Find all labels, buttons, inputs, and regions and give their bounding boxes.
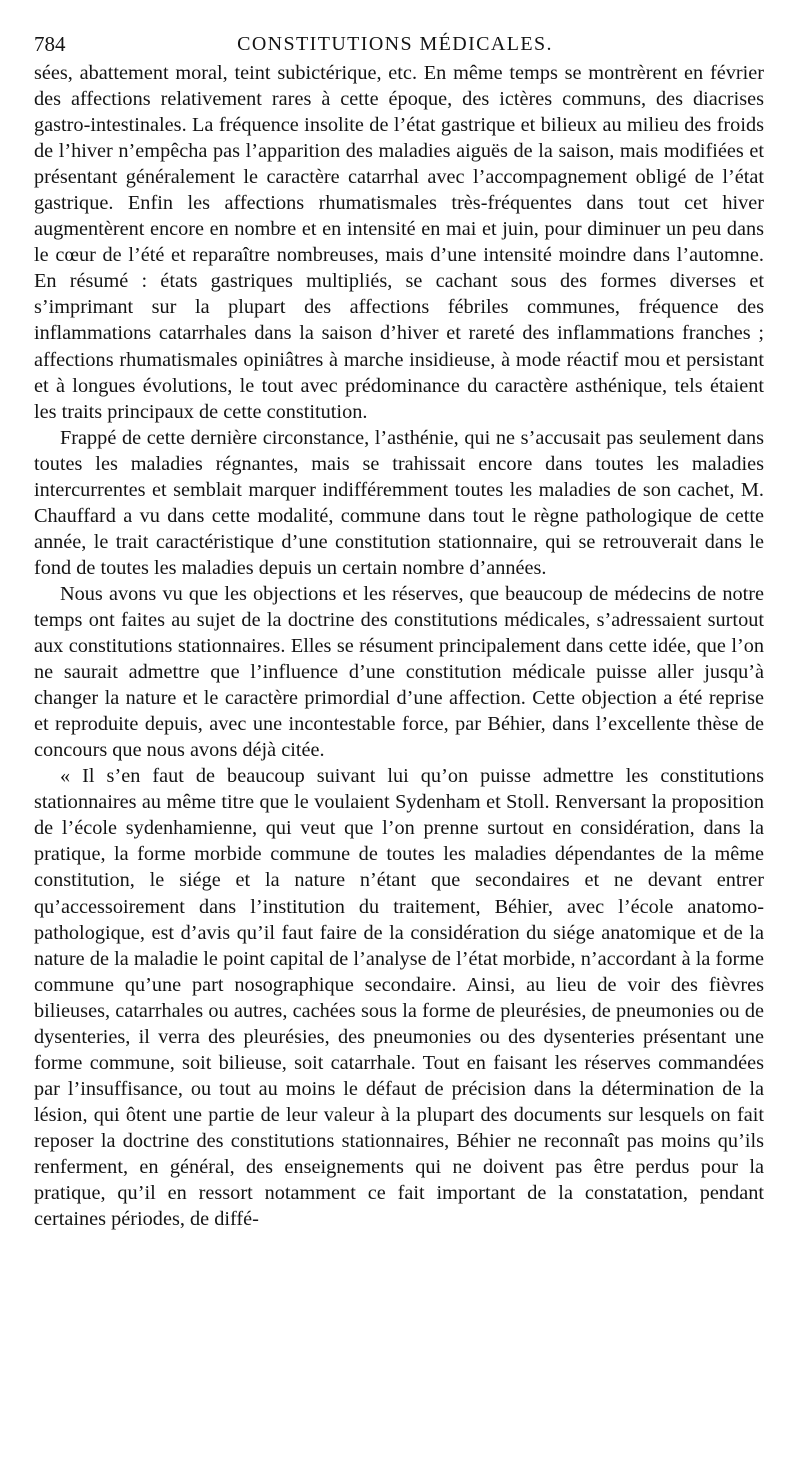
running-title: CONSTITUTIONS MÉDICALES. [237, 33, 553, 55]
paragraph-objections: Nous avons vu que les objections et les réserves, que beaucoup de médecins de notre temps ont faites au sujet de la doctrine des constitutions médicales, s’adressaient surtout aux constitutions stationnaires. Elles se résument principalement dans cette idée, que l’on ne saurait admettre que l’influence d’une constitution médicale puisse aller jusqu’à changer la nature et le caractère primordial d’une affection. Cette objection a été reprise et reproduite depuis, avec une incontestable force, par Béhier, dans l’excellente thèse de concours que nous avons déjà citée. [34, 582, 764, 762]
running-head [34, 28, 756, 60]
paragraph-chauffard: Frappé de cette dernière circonstance, l’asthénie, qui ne s’accusait pas seulement dans toutes les maladies régnantes, mais se trahissait encore dans toutes les maladies intercurrentes et semblait marquer indifféremment toutes les maladies de son cachet, M. Chauffard a vu dans cette modalité, commune dans tout le règne pathologique de cette année, le trait caractéristique d’une constitution stationnaire, qui se retrouverait dans le fond de toutes les maladies depuis un certain nombre d’années. [34, 426, 764, 579]
body-text [34, 60, 764, 1232]
paragraph-behier-quote: « Il s’en faut de beaucoup suivant lui qu’on puisse admettre les constitutions stationnaires au même titre que le voulaient Sydenham et Stoll. Renversant la proposition de l’école sydenhamienne, qui veut que l’on prenne surtout en considération, dans la pratique, la forme morbide commune de toutes les maladies dépendantes de la même constitution, le siége et la nature n’étant que secondaires et ne devant entrer qu’accessoirement dans l’institution du traitement, Béhier, avec l’école anatomo-pathologique, est d’avis qu’il faut faire de la considération du siége anatomique et de la nature de la maladie le point capital de l’analyse de l’état morbide, n’accordant à la forme commune qu’une part nosographique secondaire. Ainsi, au lieu de voir des fièvres bilieuses, catarrhales ou autres, cachées sous la forme de pleurésies, de pneumonies ou de dysenteries, il verra des pleurésies, des pneumonies ou des dysenteries présentant une forme commune, soit bilieuse, soit catarrhale. Tout en faisant les réserves commandées par l’insuffisance, ou tout au moins le défaut de précision dans la détermination de la lésion, qui ôtent une partie de leur valeur à la plupart des documents sur lesquels on fait reposer la doctrine des constitutions stationnaires, Béhier ne reconnaît pas moins qu’ils renferment, en général, des enseignements qui ne doivent pas être perdus pour la pratique, qu’il en ressort notamment ce fait important de la constatation, pendant certaines périodes, de diffé- [34, 765, 764, 1231]
paragraph-continuation: sées, abattement moral, teint subictérique, etc. En même temps se montrèrent en février des affections relativement rares à cette époque, des ictères communs, des diacrises gastro-intestinales. La fréquence insolite de l’état gastrique et bilieux au milieu des froids de l’hiver n’empêcha pas l’apparition des maladies aiguës de la saison, mais modifiées et présentant généralement le caractère catarrhal avec l’accompagnement obligé de l’état gastrique. Enfin les affections rhumatismales très-fréquentes dans tout cet hiver augmentèrent encore en nombre et en intensité en mai et juin, pour diminuer un peu dans le cœur de l’été et reparaître nombreuses, mais d’une intensité moindre dans l’automne. En résumé : états gastriques multipliés, se cachant sous des formes diverses et s’imprimant sur la plupart des affections fébriles communes, fréquence des inflammations catarrhales dans la saison d’hiver et rareté des inflammations franches ; affections rhumatismales opiniâtres à marche insidieuse, à mode réactif mou et persistant et à longues évolutions, le tout avec prédominance du caractère asthénique, tels étaient les traits principaux de cette constitution. [34, 62, 764, 423]
page-number: 784 [34, 32, 66, 56]
